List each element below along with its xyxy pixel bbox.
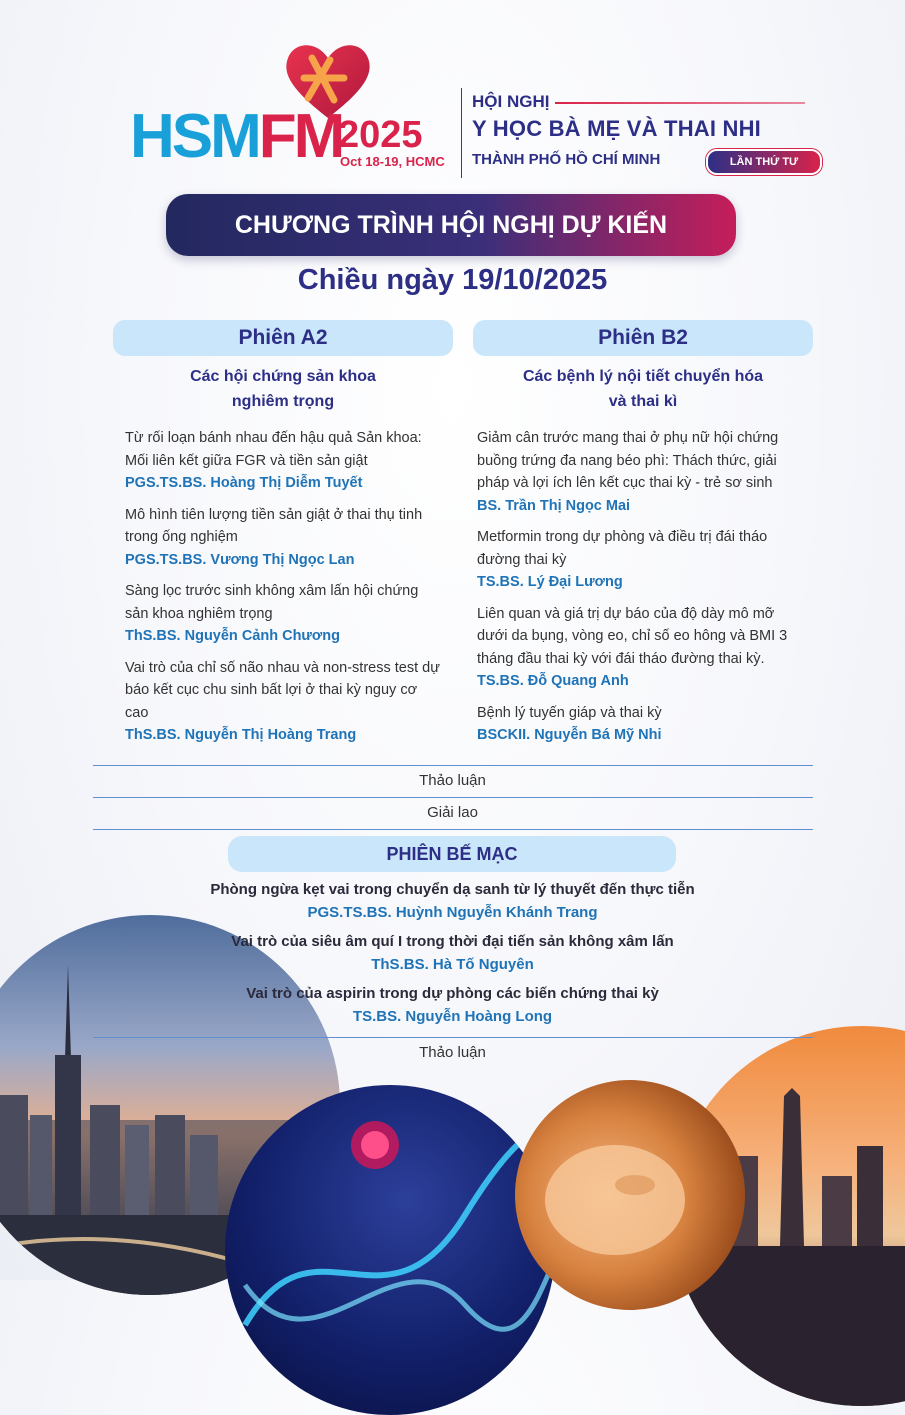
list-item: Vai trò của aspirin trong dự phòng các biến chứng thai kỳ TS.BS. Nguyễn Hoàng Long xyxy=(0,982,905,1028)
speaker-name: ThS.BS. Hà Tố Nguyên xyxy=(371,956,534,973)
speaker-name: TS.BS. Đỗ Quang Anh xyxy=(477,673,629,689)
conference-title: Y HỌC BÀ MẸ VÀ THAI NHI xyxy=(472,116,761,141)
session-b2-talks xyxy=(477,427,807,756)
divider xyxy=(93,765,813,766)
divider xyxy=(93,797,813,798)
list-item: Vai trò của siêu âm quí I trong thời đại tiến sản không xâm lấn ThS.BS. Hà Tố Nguyên xyxy=(0,930,905,976)
logo-wordmark: HSMFM xyxy=(130,102,343,171)
session-b2-topic: Các bệnh lý nội tiết chuyển hóa và thai kì xyxy=(522,368,764,410)
date-title: Chiều ngày 19/10/2025 xyxy=(297,264,608,296)
break-label: Giải lao xyxy=(427,804,478,821)
speaker-name: TS.BS. Lý Đại Lương xyxy=(477,574,623,590)
conference-label: HỘI NGHỊ xyxy=(472,92,550,111)
speaker-name: ThS.BS. Nguyễn Cảnh Chương xyxy=(125,628,340,644)
session-a2-topic: Các hội chứng sản khoa nghiêm trọng xyxy=(190,368,376,410)
program-banner: CHƯƠNG TRÌNH HỘI NGHỊ DỰ KIẾN xyxy=(166,194,736,256)
baby-ultrasound-image xyxy=(515,1080,745,1310)
session-b2-header: Phiên B2 xyxy=(473,320,813,356)
discussion-label: Thảo luận xyxy=(419,772,486,789)
speaker-name: PGS.TS.BS. Huỳnh Nguyễn Khánh Trang xyxy=(307,904,598,921)
list-item: Metformin trong dự phòng và điều trị đái tháo đường thai kỳ TS.BS. Lý Đại Lương xyxy=(477,526,807,594)
speaker-name: TS.BS. Nguyễn Hoàng Long xyxy=(352,1008,553,1025)
session-a2-header: Phiên A2 xyxy=(113,320,453,356)
header-divider xyxy=(461,88,462,178)
list-item: Bệnh lý tuyến giáp và thai kỳ BSCKII. Nguyễn Bá Mỹ Nhi xyxy=(477,702,807,747)
divider xyxy=(93,1037,813,1038)
speaker-name: BSCKII. Nguyễn Bá Mỹ Nhi xyxy=(477,727,662,743)
list-item: Liên quan và giá trị dự báo của độ dày mô mỡ dưới da bụng, vòng eo, chỉ số eo hông và BMI 3 tháng đầu thai kỳ với đái tháo đường thai kỳ. TS.BS. Đỗ Quang Anh xyxy=(477,603,807,693)
speaker-name: PGS.TS.BS. Hoàng Thị Diễm Tuyết xyxy=(125,475,363,491)
discussion-label: Thảo luận xyxy=(419,1044,486,1061)
speaker-name: BS. Trần Thị Ngọc Mai xyxy=(477,497,631,514)
edition-badge: LẦN THỨ TƯ xyxy=(706,149,822,175)
closing-session-header: PHIÊN BẾ MẠC xyxy=(228,836,676,872)
decorative-line xyxy=(555,102,805,104)
session-a2-talks xyxy=(125,427,443,756)
list-item: Sàng lọc trước sinh không xâm lấn hội chứng sản khoa nghiêm trọng ThS.BS. Nguyễn Cảnh Chương xyxy=(125,580,443,648)
list-item: Vai trò của chỉ số não nhau và non-stress test dự báo kết cục chu sinh bất lợi ở thai kỳ nguy cơ cao ThS.BS. Nguyễn Thị Hoàng Trang xyxy=(125,657,443,747)
speaker-name: ThS.BS. Nguyễn Thị Hoàng Trang xyxy=(125,727,357,743)
conference-city: THÀNH PHỐ HỒ CHÍ MINH xyxy=(472,151,661,168)
speaker-name: PGS.TS.BS. Vương Thị Ngọc Lan xyxy=(125,551,355,568)
dna-image xyxy=(225,1085,555,1415)
list-item: Mô hình tiên lượng tiền sản giật ở thai thụ tinh trong ống nghiệm PGS.TS.BS. Vương Thị Ngọc Lan xyxy=(125,504,443,572)
conference-logo xyxy=(130,38,460,178)
list-item: Giảm cân trước mang thai ở phụ nữ hội chứng buồng trứng đa nang béo phì: Thách thức, giải pháp và lợi ích lên kết cục thai kỳ - trẻ sơ sinh BS. Trần Thị Ngọc Mai xyxy=(477,427,807,517)
list-item: Phòng ngừa kẹt vai trong chuyển dạ sanh từ lý thuyết đến thực tiễn PGS.TS.BS. Huỳnh Nguyễn Khánh Trang xyxy=(0,878,905,924)
logo-year: 2025 xyxy=(338,114,423,156)
logo-date: Oct 18-19, HCMC xyxy=(340,154,445,169)
list-item: Từ rối loạn bánh nhau đến hậu quả Sản khoa: Mối liên kết giữa FGR và tiền sản giật PGS.TS.BS. Hoàng Thị Diễm Tuyết xyxy=(125,427,443,495)
divider xyxy=(93,829,813,830)
